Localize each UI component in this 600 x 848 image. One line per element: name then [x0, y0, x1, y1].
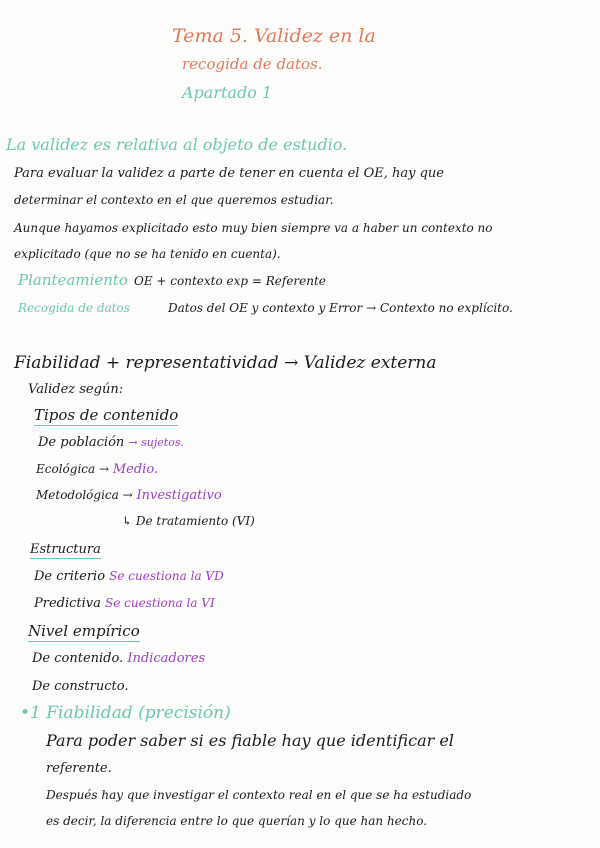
criterio-note: Se cuestiona la VD	[109, 569, 224, 583]
tipos-heading-wrap	[34, 407, 178, 424]
list-item	[32, 652, 205, 667]
nivel-heading: Nivel empírico	[28, 622, 140, 640]
tipos-heading: Tipos de contenido	[34, 406, 179, 424]
predictiva-label: Predictiva	[34, 596, 101, 611]
section-label: Apartado 1	[182, 83, 273, 102]
paragraph-line: explicitado (que no se ha tenido en cuenta).	[14, 247, 281, 261]
list-item	[38, 436, 184, 451]
estructura-heading-wrap	[30, 543, 101, 558]
criterio-label: De criterio	[34, 569, 106, 584]
page-title: Tema 5. Validez en la	[172, 25, 376, 47]
metodologica-label: Metodológica →	[36, 488, 133, 502]
contenido-label: De contenido.	[32, 651, 124, 666]
paragraph-line: Después hay que investigar el contexto real en el que se ha estudiado	[46, 788, 472, 802]
external-heading: Fiabilidad + representatividad → Validez externa	[14, 353, 437, 373]
predictiva-note: Se cuestiona la VI	[105, 596, 215, 610]
ecologica-note: Medio.	[112, 462, 159, 477]
intro-heading: La validez es relativa al objeto de estudio.	[6, 135, 348, 154]
planteamiento-text: OE + contexto exp = Referente	[134, 274, 326, 288]
paragraph-line: es decir, la diferencia entre lo que querían y lo que han hecho.	[46, 814, 428, 828]
list-item	[36, 463, 158, 478]
metodologica-note: Investigativo	[136, 488, 222, 503]
recogida-label: Recogida de datos	[18, 301, 130, 315]
tratamiento-item: ↳ De tratamiento (VI)	[122, 514, 255, 528]
ecologica-label: Ecológica →	[36, 462, 110, 476]
estructura-heading: Estructura	[30, 542, 101, 557]
paragraph-line: determinar el contexto en el que queremos estudiar.	[14, 193, 334, 207]
list-item	[34, 597, 215, 612]
paragraph-line: Para evaluar la validez a parte de tener en cuenta el OE, hay que	[14, 166, 444, 181]
paragraph-line: referente.	[46, 761, 112, 776]
paragraph-line: Para poder saber si es fiable hay que identificar el	[46, 731, 454, 750]
constructo-item: De constructo.	[32, 679, 129, 694]
page-title-line2: recogida de datos.	[182, 55, 323, 73]
list-item	[34, 570, 224, 585]
validez-segun: Validez según:	[28, 382, 124, 397]
planteamiento-label: Planteamiento	[18, 271, 128, 289]
poblacion-label: De población	[38, 435, 125, 450]
list-item	[36, 489, 222, 504]
contenido-note: Indicadores	[127, 651, 206, 666]
poblacion-note: → sujetos.	[128, 436, 184, 449]
fiabilidad-heading: •1 Fiabilidad (precisión)	[20, 703, 231, 723]
paragraph-line: Aunque hayamos explicitado esto muy bien siempre va a haber un contexto no	[14, 221, 493, 235]
recogida-text: Datos del OE y contexto y Error → Contexto no explícito.	[168, 301, 513, 315]
nivel-heading-wrap	[28, 623, 140, 640]
